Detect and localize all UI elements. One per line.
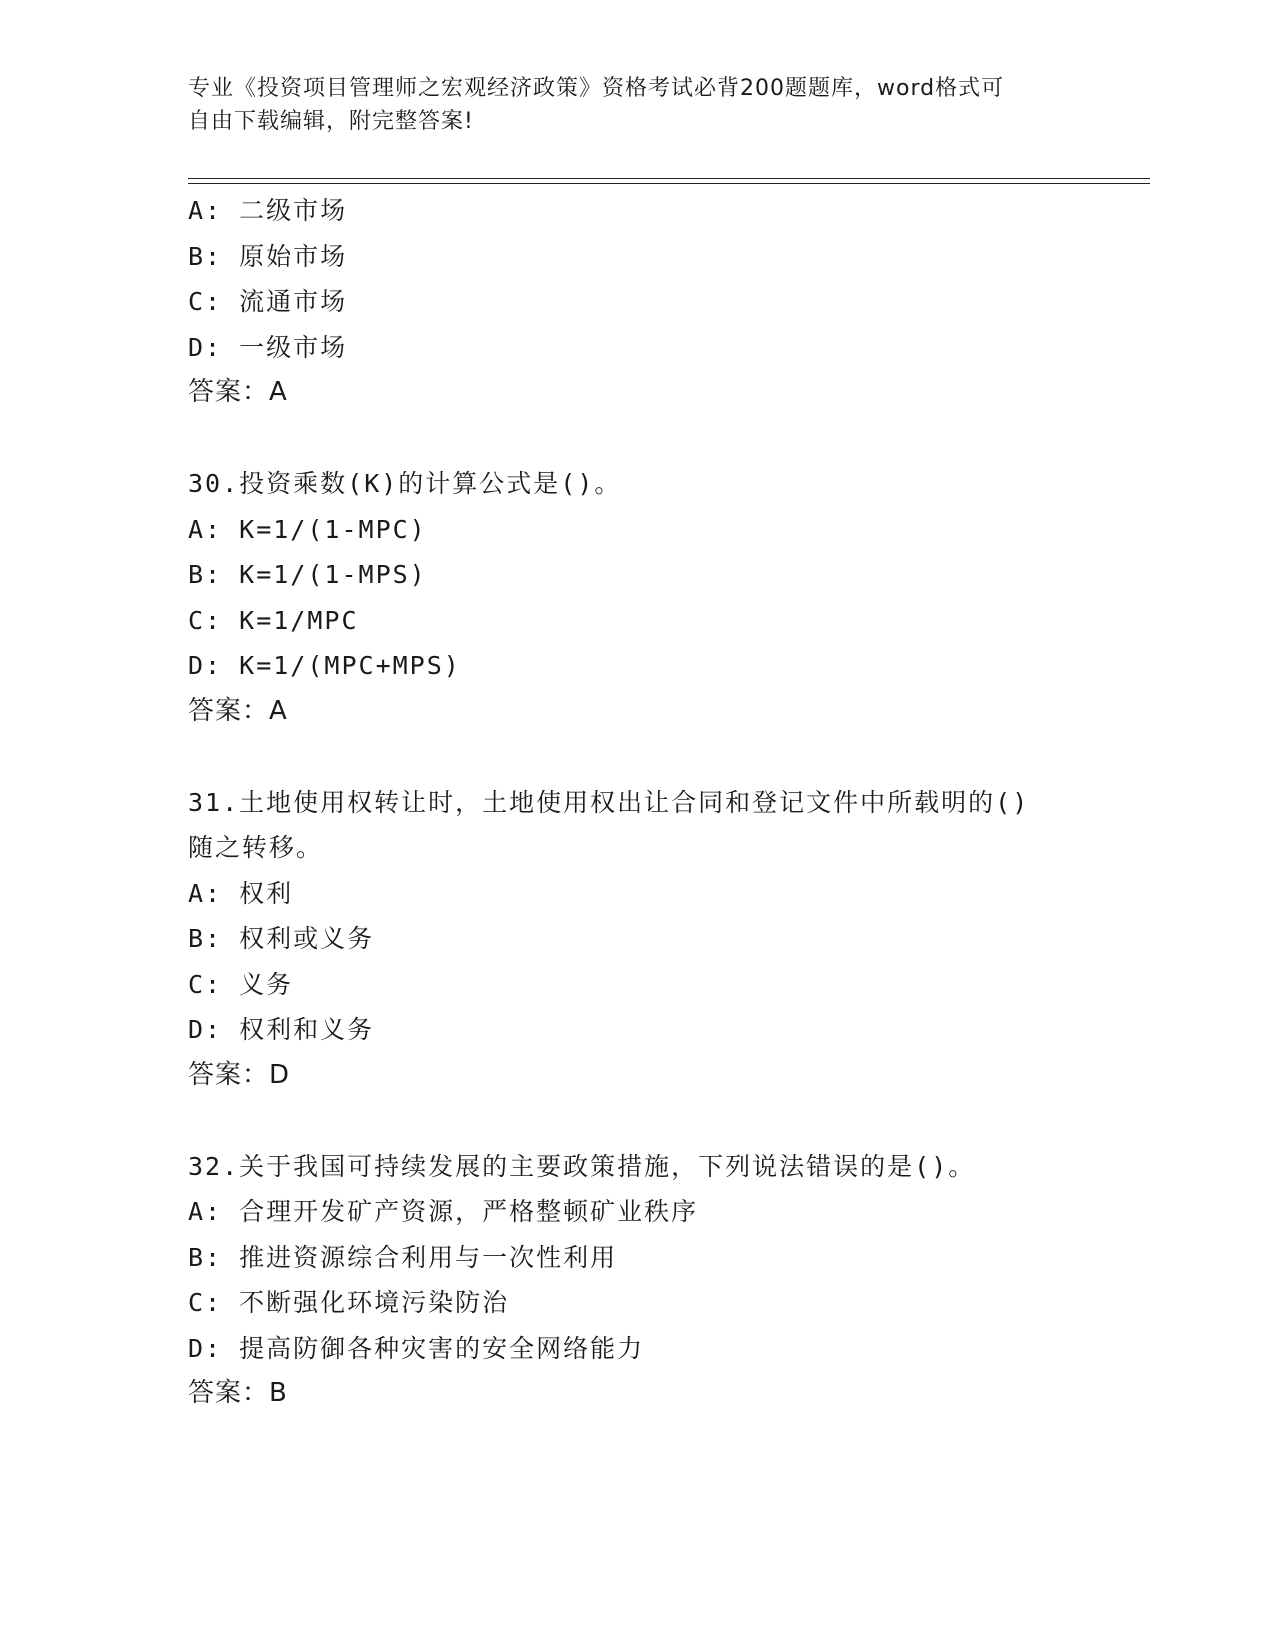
question-block <box>188 188 1088 416</box>
answer-line: 答案：D <box>188 1059 291 1090</box>
answer-line: 答案：B <box>188 1378 288 1408</box>
option-d: D: 一级市场 <box>188 332 348 362</box>
question-block <box>188 1144 1088 1417</box>
option-b: B: 权利或义务 <box>188 924 375 953</box>
option-c: C: 义务 <box>188 969 294 999</box>
header-line-1: 专业《投资项目管理师之宏观经济政策》资格考试必背200题题库，word格式可 <box>188 76 1005 101</box>
block-spacer <box>188 734 1088 780</box>
question-text-continued: 随之转移。 <box>188 833 324 862</box>
question-block <box>188 461 1088 734</box>
document-header <box>188 72 1068 138</box>
option-b: B: 推进资源综合利用与一次性利用 <box>188 1242 618 1272</box>
question-text: 31.土地使用权转让时，土地使用权出让合同和登记文件中所载明的() <box>188 787 1030 817</box>
option-a: A: 合理开发矿产资源，严格整顿矿业秩序 <box>188 1197 699 1226</box>
question-text: 32.关于我国可持续发展的主要政策措施，下列说法错误的是()。 <box>188 1151 976 1181</box>
header-divider-bottom <box>188 183 1150 184</box>
option-a: A: 权利 <box>188 878 294 908</box>
header-line-2: 自由下载编辑，附完整答案! <box>188 109 474 134</box>
block-spacer <box>188 1098 1088 1144</box>
option-b: B: K=1/(1-MPS) <box>188 560 427 589</box>
option-d: D: 权利和义务 <box>188 1015 375 1044</box>
option-d: D: 提高防御各种灾害的安全网络能力 <box>188 1333 645 1363</box>
option-d: D: K=1/(MPC+MPS) <box>188 651 461 680</box>
block-spacer <box>188 416 1088 462</box>
option-c: C: 流通市场 <box>188 287 348 316</box>
answer-line: 答案：A <box>188 695 288 726</box>
answer-line: 答案：A <box>188 377 288 407</box>
option-c: C: 不断强化环境污染防治 <box>188 1288 510 1317</box>
option-a: A: 二级市场 <box>188 196 348 225</box>
question-block <box>188 780 1088 1099</box>
option-b: B: 原始市场 <box>188 241 348 271</box>
option-a: A: K=1/(1-MPC) <box>188 514 427 544</box>
header-divider-top <box>188 178 1150 179</box>
question-list <box>188 188 1088 1417</box>
option-c: C: K=1/MPC <box>188 605 359 635</box>
question-text: 30.投资乘数(K)的计算公式是()。 <box>188 469 622 498</box>
